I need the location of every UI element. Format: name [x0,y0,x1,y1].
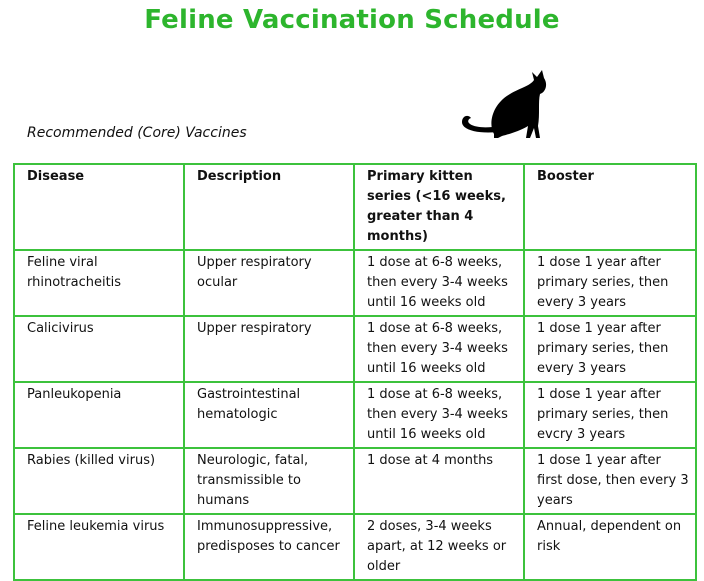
table-header-row [14,164,696,250]
section-subtitle: Recommended (Core) Vaccines [27,125,247,141]
header-disease: Disease [14,164,184,250]
cell-primary: 1 dose at 6-8 weeks, then every 3-4 weeks until 16 weeks old [354,250,524,316]
cell-disease: Feline viral rhinotracheitis [14,250,184,316]
cell-disease: Panleukopenia [14,382,184,448]
cell-primary: 1 dose at 6-8 weeks, then every 3-4 weeks until 16 weeks old [354,382,524,448]
cell-disease: Rabies (killed virus) [14,448,184,514]
cell-description: Neurologic, fatal, transmissible to humans [184,448,354,514]
table-row [14,316,696,382]
cell-booster: 1 dose 1 year after first dose, then every 3 years [524,448,696,514]
page-title: Feline Vaccination Schedule [144,5,560,35]
header-primary-series: Primary kitten series (<16 weeks, greater than 4 months) [354,164,524,250]
vaccination-table [13,163,697,581]
cell-description: Immunosuppressive, predisposes to cancer [184,514,354,580]
cell-primary: 1 dose at 6-8 weeks, then every 3-4 weeks until 16 weeks old [354,316,524,382]
cell-booster: Annual, dependent on risk [524,514,696,580]
cell-primary: 2 doses, 3-4 weeks apart, at 12 weeks or older [354,514,524,580]
cell-booster: 1 dose 1 year after primary series, then every 3 years [524,250,696,316]
table-row [14,514,696,580]
table-row [14,382,696,448]
cell-primary: 1 dose at 4 months [354,448,524,514]
cell-disease: Feline leukemia virus [14,514,184,580]
cell-disease: Calicivirus [14,316,184,382]
table-row [14,448,696,514]
header-booster: Booster [524,164,696,250]
cell-booster: 1 dose 1 year after primary series, then evcry 3 years [524,382,696,448]
table-row [14,250,696,316]
cell-description: Gastrointestinal hematologic [184,382,354,448]
cell-description: Upper respiratory ocular [184,250,354,316]
header-description: Description [184,164,354,250]
cell-description: Upper respiratory [184,316,354,382]
cat-silhouette-icon [458,64,558,144]
cell-booster: 1 dose 1 year after primary series, then every 3 years [524,316,696,382]
